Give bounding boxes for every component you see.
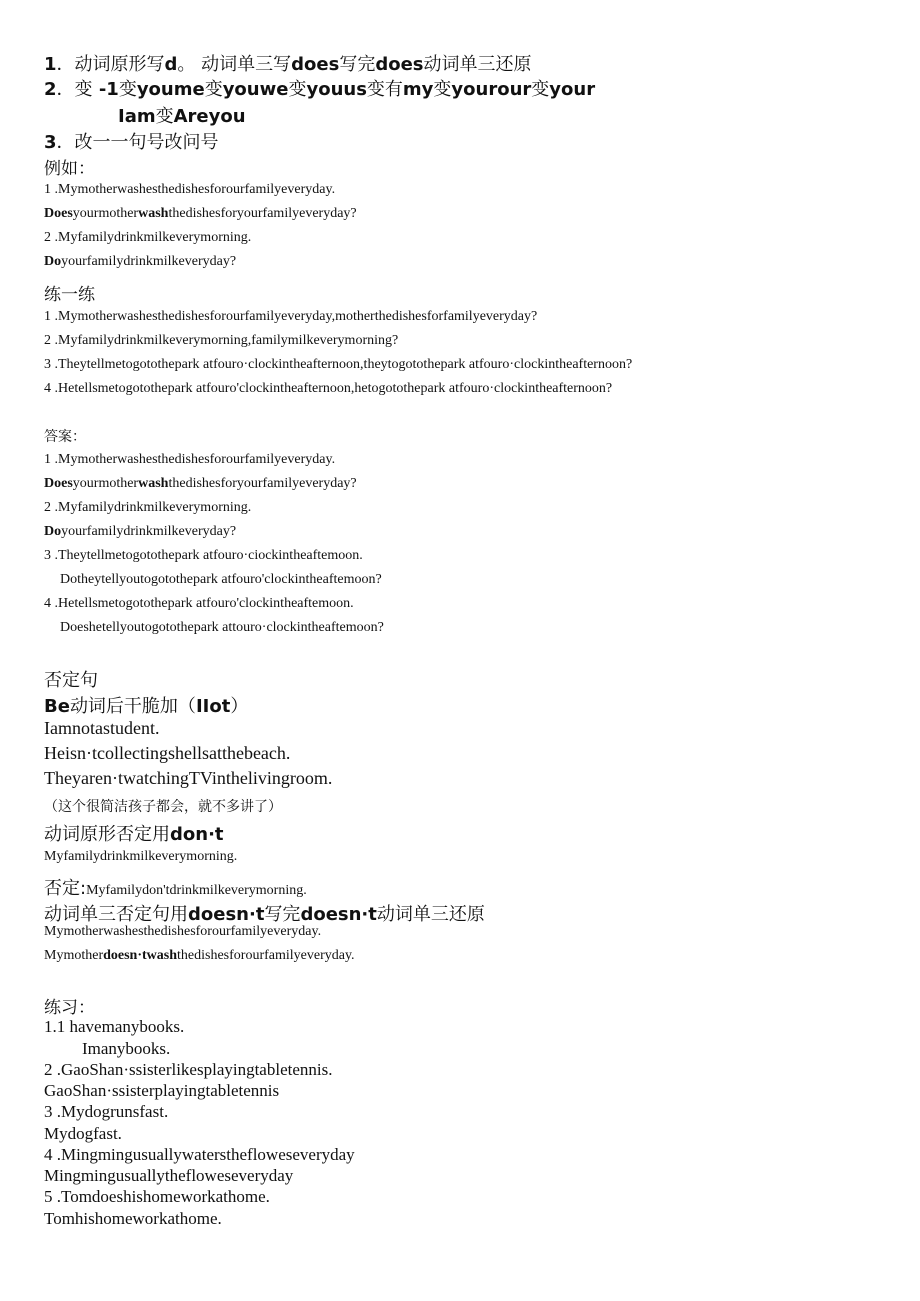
- doesnt-negative: [44, 948, 355, 964]
- example-heading: 例如：: [44, 159, 95, 179]
- dont-negative: [44, 874, 307, 900]
- exercise-line: 1.1 havemanybooks.: [44, 1017, 185, 1036]
- practice-item: 4 .Hetellsmetogotothepark atfouro'clockintheafternoon,hetogotothepark atfouro·clockintheafternoon?: [44, 381, 613, 396]
- plain-text: yourfamilydrinkmilkeveryday?: [61, 524, 237, 539]
- exercise-line: Tomhishomeworkathome.: [44, 1209, 222, 1228]
- negative-label: 否定:: [44, 878, 87, 899]
- be-example-3: Theyaren·twatchingTVinthelivingroom.: [44, 768, 333, 788]
- rule-text: 变: [531, 79, 550, 100]
- plain-text: Myfamilydon'tdrinkmilkeverymorning.: [86, 883, 307, 898]
- negative-heading: 否定句: [44, 670, 98, 691]
- plain-text: Mymother: [44, 948, 104, 963]
- answer-question-1: [44, 476, 357, 492]
- bold-word: wash: [138, 206, 169, 221]
- exercise-line: 5 .Tomdoeshishomeworkathome.: [44, 1187, 270, 1206]
- plain-text: yourmother: [72, 206, 139, 221]
- rule-keyword: youme: [136, 79, 205, 100]
- plain-text: thedishesforourfamilyeveryday.: [177, 948, 355, 963]
- bold-word: doesn·twash: [103, 948, 178, 963]
- practice-item: 1 .Mymotherwashesthedishesforourfamilyeveryday,motherthedishesforfamilyeveryday?: [44, 309, 538, 324]
- rule-text: 变: [155, 106, 174, 127]
- be-rule: [44, 692, 248, 718]
- be-example-2: Heisn·tcollectingshellsatthebeach.: [44, 743, 291, 763]
- plain-text: 动词后干脆加（: [69, 696, 196, 717]
- bold-word: don·t: [170, 824, 224, 845]
- practice-item: 3 .Theytellmetogotothepark atfouro·clockintheafternoon,theytogotothepark atfouro·clockintheafternoon?: [44, 357, 633, 372]
- rule-number: 1: [44, 54, 57, 75]
- rule-text: ．改一一句号改问号: [56, 132, 219, 153]
- plain-text: yourmother: [72, 476, 139, 491]
- rule-keyword: Iam: [118, 106, 156, 127]
- bold-word: doesn·t: [300, 904, 377, 925]
- example-question-2: [44, 254, 236, 270]
- exercise-line: Mingmingusuallythefloweseveryday: [44, 1166, 294, 1185]
- rule-3: [44, 128, 219, 154]
- rule-number: 3: [44, 132, 57, 153]
- doesnt-example: Mymotherwashesthedishesforourfamilyeveryday.: [44, 924, 322, 939]
- plain-text: thedishesforyourfamilyeveryday?: [168, 476, 357, 491]
- exercise-line: GaoShan·ssisterplayingtabletennis: [44, 1081, 280, 1100]
- plain-text: thedishesforyourfamilyeveryday?: [168, 206, 357, 221]
- rule-keyword: yourour: [451, 79, 532, 100]
- bold-word: doesn·t: [188, 904, 265, 925]
- answer-question-3: Dotheytellyoutogotothepark atfouro'clockintheaftemoon?: [60, 572, 382, 587]
- dont-rule: [44, 820, 224, 846]
- plain-text: ）: [230, 696, 249, 717]
- bold-word: wash: [138, 476, 169, 491]
- rule-text: 变: [288, 79, 307, 100]
- plain-text: 动词单三否定句用: [44, 904, 188, 925]
- rule-text: ．动词原形写: [56, 54, 165, 75]
- bold-word: Be: [44, 696, 70, 717]
- rule-1: [44, 50, 532, 76]
- example-question-1: [44, 206, 357, 222]
- exercise-line: Mydogfast.: [44, 1124, 122, 1143]
- answer-heading: 答案：: [44, 429, 86, 445]
- doesnt-rule: [44, 900, 485, 926]
- bold-word: Do: [44, 524, 62, 539]
- answer-sentence-4: 4 .Hetellsmetogotothepark atfouro'clockintheaftemoon.: [44, 596, 354, 611]
- dont-example: Myfamilydrinkmilkeverymorning.: [44, 849, 238, 864]
- rule-2: [44, 75, 595, 101]
- rule-keyword: Areyou: [173, 106, 246, 127]
- practice-item: 2 .Myfamilydrinkmilkeverymorning,familymilkeverymorning?: [44, 333, 399, 348]
- note: （这个很简洁孩子都会，就不多讲了）: [44, 799, 282, 815]
- rule-keyword: -1: [98, 79, 119, 100]
- rule-keyword: youus: [306, 79, 367, 100]
- answer-question-4: Doeshetellyoutogotothepark attouro·clockintheaftemoon?: [60, 620, 384, 635]
- bold-word: IIot: [195, 696, 231, 717]
- practice-heading: 练一练: [44, 285, 95, 305]
- rule-keyword: your: [549, 79, 596, 100]
- plain-text: 写完: [264, 904, 301, 925]
- answer-question-2: [44, 524, 236, 540]
- example-sentence-2: 2 .Myfamilydrinkmilkeverymorning.: [44, 230, 252, 245]
- rule-keyword: my: [402, 79, 434, 100]
- rule-text: 变: [118, 79, 137, 100]
- rule-number: 2: [44, 79, 57, 100]
- rule-keyword: youwe: [222, 79, 289, 100]
- answer-sentence-2: 2 .Myfamilydrinkmilkeverymorning.: [44, 500, 252, 515]
- plain-text: 动词单三还原: [376, 904, 485, 925]
- rule-text: ．变: [56, 79, 93, 100]
- answer-sentence-3: 3 .Theytellmetogotothepark atfouro·ciockintheaftemoon.: [44, 548, 363, 563]
- rule-2-continued: [118, 102, 246, 128]
- rule-text: 变: [204, 79, 223, 100]
- rule-text: 写完: [339, 54, 376, 75]
- bold-word: Does: [44, 476, 73, 491]
- exercise-line: 3 .Mydogrunsfast.: [44, 1102, 169, 1121]
- rule-text: 变有: [366, 79, 403, 100]
- plain-text: 动词原形否定用: [44, 824, 170, 845]
- rule-keyword: does: [291, 54, 340, 75]
- example-sentence-1: 1 .Mymotherwashesthedishesforourfamilyeveryday.: [44, 182, 336, 197]
- bold-word: Does: [44, 206, 73, 221]
- rule-text: 动词单三还原: [423, 54, 532, 75]
- rule-keyword: does: [375, 54, 424, 75]
- exercise-line: 2 .GaoShan·ssisterlikesplayingtabletennis.: [44, 1060, 333, 1079]
- rule-keyword: d: [164, 54, 178, 75]
- exercise-line: 4 .Mingmingusuallywatersthefloweseveryday: [44, 1145, 355, 1164]
- rule-text: 变: [433, 79, 452, 100]
- answer-sentence-1: 1 .Mymotherwashesthedishesforourfamilyeveryday.: [44, 452, 336, 467]
- plain-text: yourfamilydrinkmilkeveryday?: [61, 254, 237, 269]
- bold-word: Do: [44, 254, 62, 269]
- exercise-line: Imanybooks.: [82, 1039, 171, 1058]
- exercise-heading: 练习：: [44, 998, 95, 1018]
- be-example-1: Iamnotastudent.: [44, 718, 160, 738]
- rule-text: 。 动词单三写: [177, 54, 292, 75]
